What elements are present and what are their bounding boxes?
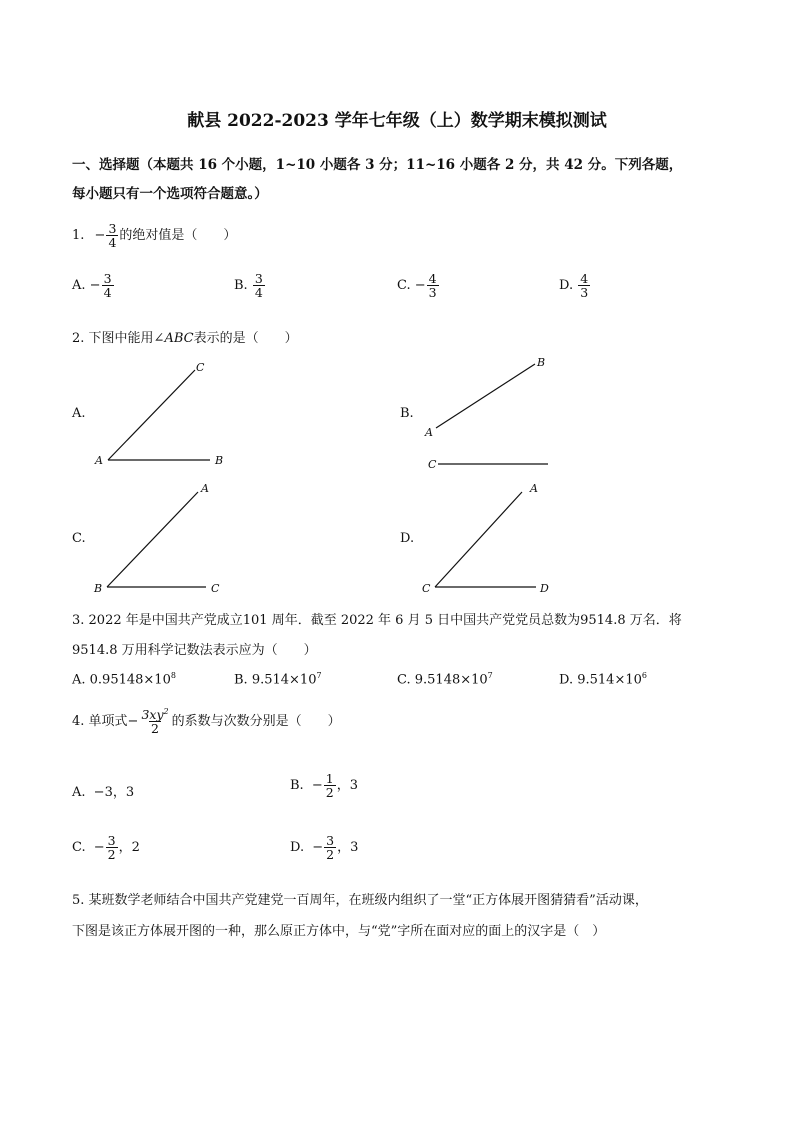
q3-option-b[interactable]: [234, 671, 322, 687]
section-header-line2: 每小题只有一个选项符合题意。）: [72, 186, 268, 202]
denominator: 4: [103, 285, 112, 301]
point-label: A: [425, 426, 433, 439]
option-sign: −: [93, 840, 105, 856]
q1-option-a[interactable]: [72, 272, 115, 299]
point-label: C: [196, 361, 205, 374]
point-label: C: [422, 582, 431, 595]
point-label: A: [201, 482, 209, 495]
point-label: C: [211, 582, 220, 595]
numerator: 1: [325, 771, 334, 786]
numerator: 3: [103, 271, 112, 286]
numerator: [139, 708, 170, 721]
option-fraction: [253, 272, 265, 299]
option-fraction: [578, 272, 590, 299]
q1-option-b[interactable]: [234, 272, 266, 299]
option-fraction: [324, 834, 336, 861]
numerator: 4: [580, 271, 589, 286]
numerator: 3: [254, 271, 263, 286]
option-text: −3，3: [93, 785, 135, 800]
option-fraction: [427, 272, 439, 299]
denominator: 2: [151, 721, 159, 737]
question-4: [72, 708, 341, 735]
fraction: [139, 708, 170, 735]
exponent: 8: [170, 671, 176, 680]
q2-option-d-label[interactable]: D.: [400, 531, 415, 546]
q2-option-b-label[interactable]: B.: [400, 406, 414, 421]
minus-sign: −: [94, 228, 106, 244]
denominator: 3: [428, 285, 437, 301]
numerator: 4: [428, 271, 437, 286]
q3-option-a[interactable]: [72, 671, 176, 687]
numerator-text: 3xy: [141, 707, 164, 723]
denominator: 4: [108, 235, 117, 251]
q1-option-c[interactable]: [397, 272, 440, 299]
question-text-suffix: 的系数与次数分别是（ ）: [171, 714, 341, 730]
question-2: [72, 327, 298, 346]
exponent: 7: [487, 671, 493, 680]
point-label: A: [95, 454, 103, 467]
option-label: D.: [559, 278, 574, 294]
q2-option-c-label[interactable]: C.: [72, 531, 86, 546]
point-label: B: [94, 582, 103, 595]
option-rest: ，3: [336, 778, 358, 794]
numerator: 3: [108, 221, 117, 236]
section-header-line1: 一、选择题（本题共 16 个小题，1~10 小题各 3 分；11~16 小题各 2 分，共 42 分。下列各题，: [72, 157, 683, 173]
option-fraction: [102, 272, 114, 299]
option-sign: −: [312, 840, 324, 856]
q3-option-c[interactable]: [397, 671, 493, 687]
option-text: B. 9.514×10: [234, 672, 317, 688]
figure-d: [418, 480, 568, 598]
denominator: 2: [326, 847, 335, 863]
numerator: 3: [326, 833, 335, 848]
denominator: 2: [325, 785, 334, 801]
q4-option-d[interactable]: [290, 834, 358, 861]
question-text-suffix: 表示的是（ ）: [193, 331, 298, 346]
option-label: A.: [72, 278, 86, 294]
option-text: A. 0.95148×10: [72, 672, 171, 688]
option-text: D. 9.514×10: [559, 672, 642, 688]
question-3-line1: 3. 2022 年是中国共产党成立101 周年．截至 2022 年 6 月 5 日中国共产党党员总数为9514.8 万名．将: [72, 613, 682, 628]
point-label: B: [537, 356, 546, 369]
denominator: 4: [254, 285, 263, 301]
option-rest: ，2: [118, 840, 140, 856]
option-label: C.: [72, 840, 86, 856]
option-sign: −: [414, 278, 426, 294]
option-label: B.: [234, 278, 248, 294]
numerator: 3: [107, 833, 116, 848]
q3-option-d[interactable]: [559, 671, 647, 687]
question-text: 2. 下图中能用∠: [72, 331, 165, 346]
exponent: 2: [163, 707, 169, 716]
figure-b: [420, 350, 570, 475]
option-label: B.: [290, 778, 304, 794]
figure-a: [90, 358, 240, 470]
fraction: [106, 222, 118, 249]
question-5-line2: 下图是该正方体展开图的一种，那么原正方体中，与“党”字所在面对应的面上的汉字是（ ）: [72, 924, 606, 939]
q1-option-d[interactable]: [559, 272, 591, 299]
denominator: 3: [580, 285, 589, 301]
q2-option-a-label[interactable]: A.: [72, 406, 86, 421]
question-1: [72, 222, 236, 249]
point-label: C: [428, 458, 437, 471]
option-fraction: [106, 834, 118, 861]
option-text: C. 9.5148×10: [397, 672, 488, 688]
option-rest: ，3: [337, 840, 359, 856]
page-title: 献县 2022-2023 学年七年级（上）数学期末模拟测试: [187, 111, 607, 131]
figure-c: [90, 480, 240, 598]
option-label: A.: [72, 785, 86, 800]
option-sign: −: [311, 778, 323, 794]
exponent: 6: [641, 671, 647, 680]
denominator: 2: [107, 847, 116, 863]
option-label: C.: [397, 278, 411, 294]
point-label: A: [530, 482, 538, 495]
option-sign: −: [89, 278, 101, 294]
q4-option-c[interactable]: [72, 834, 140, 861]
question-number: 1.: [72, 228, 85, 244]
question-5-line1: 5. 某班数学老师结合中国共产党建党一百周年，在班级内组织了一堂“正方体展开图猜猜看”活动课，: [72, 893, 648, 908]
exponent: 7: [316, 671, 322, 680]
point-label: D: [540, 582, 549, 595]
question-text: 的绝对值是（ ）: [119, 228, 237, 244]
q4-option-b[interactable]: [290, 772, 358, 799]
option-label: D.: [290, 840, 305, 856]
question-text: 4. 单项式−: [72, 714, 139, 730]
question-3-line2: 9514.8 万用科学记数法表示应为（ ）: [72, 643, 317, 658]
option-fraction: [324, 772, 336, 799]
angle-name: ABC: [164, 331, 194, 346]
q4-option-a[interactable]: [72, 781, 134, 800]
point-label: B: [215, 454, 224, 467]
